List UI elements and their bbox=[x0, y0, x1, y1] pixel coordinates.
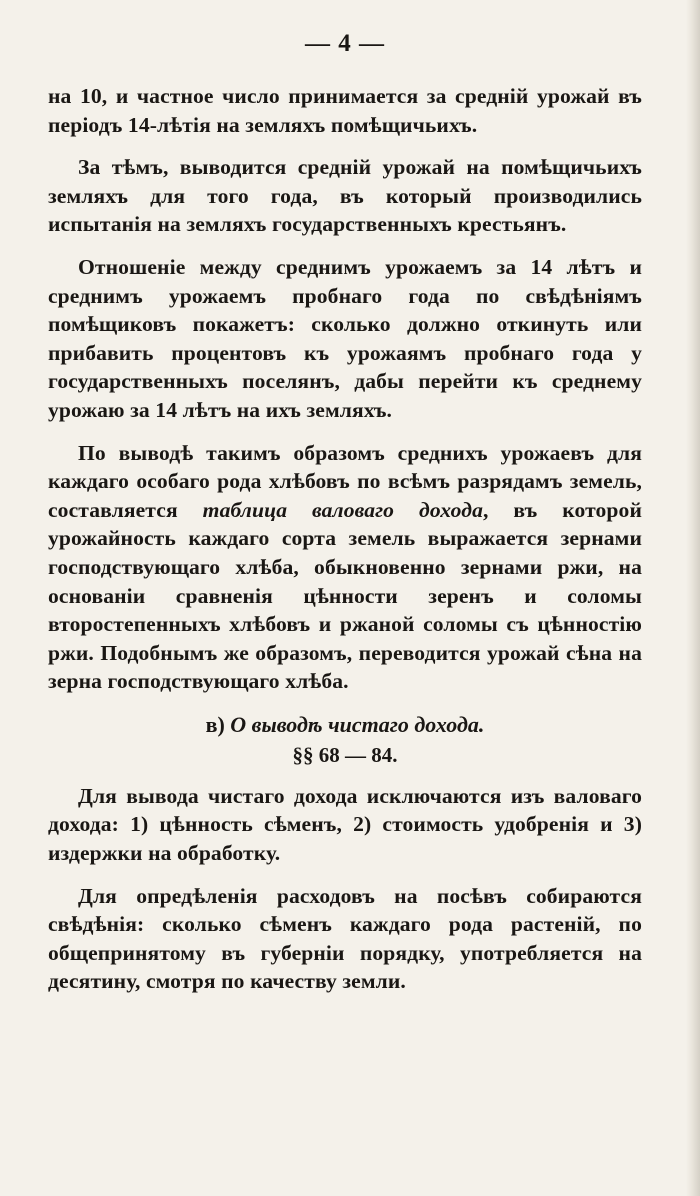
scan-edge-shadow bbox=[686, 0, 700, 1196]
paragraph-4-text-before: По выводѣ такимъ образомъ среднихъ урожаевъ для каждаго особаго рода хлѣбовъ по всѣмъ разрядамъ земель, составляется bbox=[48, 440, 642, 522]
paragraph-4 bbox=[48, 439, 642, 696]
paragraph-3: Отношеніе между среднимъ урожаемъ за 14 лѣтъ и среднимъ урожаемъ пробнаго года по свѣдѣніямъ помѣщиковъ покажетъ: сколько должно откинуть или прибавить процентовъ къ урожаямъ пробнаго года у государственныхъ поселянъ, дабы перейти къ среднему урожаю за 14 лѣтъ на ихъ земляхъ. bbox=[48, 254, 642, 422]
paragraph-5: Для вывода чистаго дохода исключаются изъ валоваго дохода: 1) цѣнность сѣменъ, 2) стоимость удобренія и 3) издержки на обработку. bbox=[48, 783, 642, 866]
section-heading bbox=[48, 710, 642, 740]
paragraph-4-italic-term: таблица валоваго дохода bbox=[202, 497, 483, 522]
paragraph-1: на 10, и частное число принимается за средній урожай въ періодъ 14-лѣтія на земляхъ помѣщичьихъ. bbox=[48, 84, 642, 137]
section-letter: в) bbox=[205, 711, 225, 737]
paragraph-2: За тѣмъ, выводится средній урожай на помѣщичьихъ земляхъ для того года, въ который производились испытанія на земляхъ государственныхъ крестьянъ. bbox=[48, 155, 642, 237]
section-title: О выводѣ чистаго дохода. bbox=[230, 711, 485, 737]
page-number: — 4 — bbox=[305, 30, 385, 57]
section-reference: §§ 68 — 84. bbox=[292, 742, 398, 767]
paragraph-6: Для опредѣленія расходовъ на посѣвъ собираются свѣдѣнія: сколько сѣменъ каждаго рода растеній, по общепринятому въ губерніи порядку, употребляется на десятину, смотря по качеству земли. bbox=[48, 883, 642, 994]
paragraph-4-text-after: , въ которой урожайность каждаго сорта земель выражается зернами господствующаго хлѣба, обыкновенно зернами ржи, на основаніи сравненія цѣнности зеренъ и соломы второстепенныхъ хлѣбовъ и ржаной соломы съ цѣнностію ржи. Подобнымъ же образомъ, переводится урожай сѣна на зерна господствующаго хлѣба. bbox=[48, 497, 642, 694]
